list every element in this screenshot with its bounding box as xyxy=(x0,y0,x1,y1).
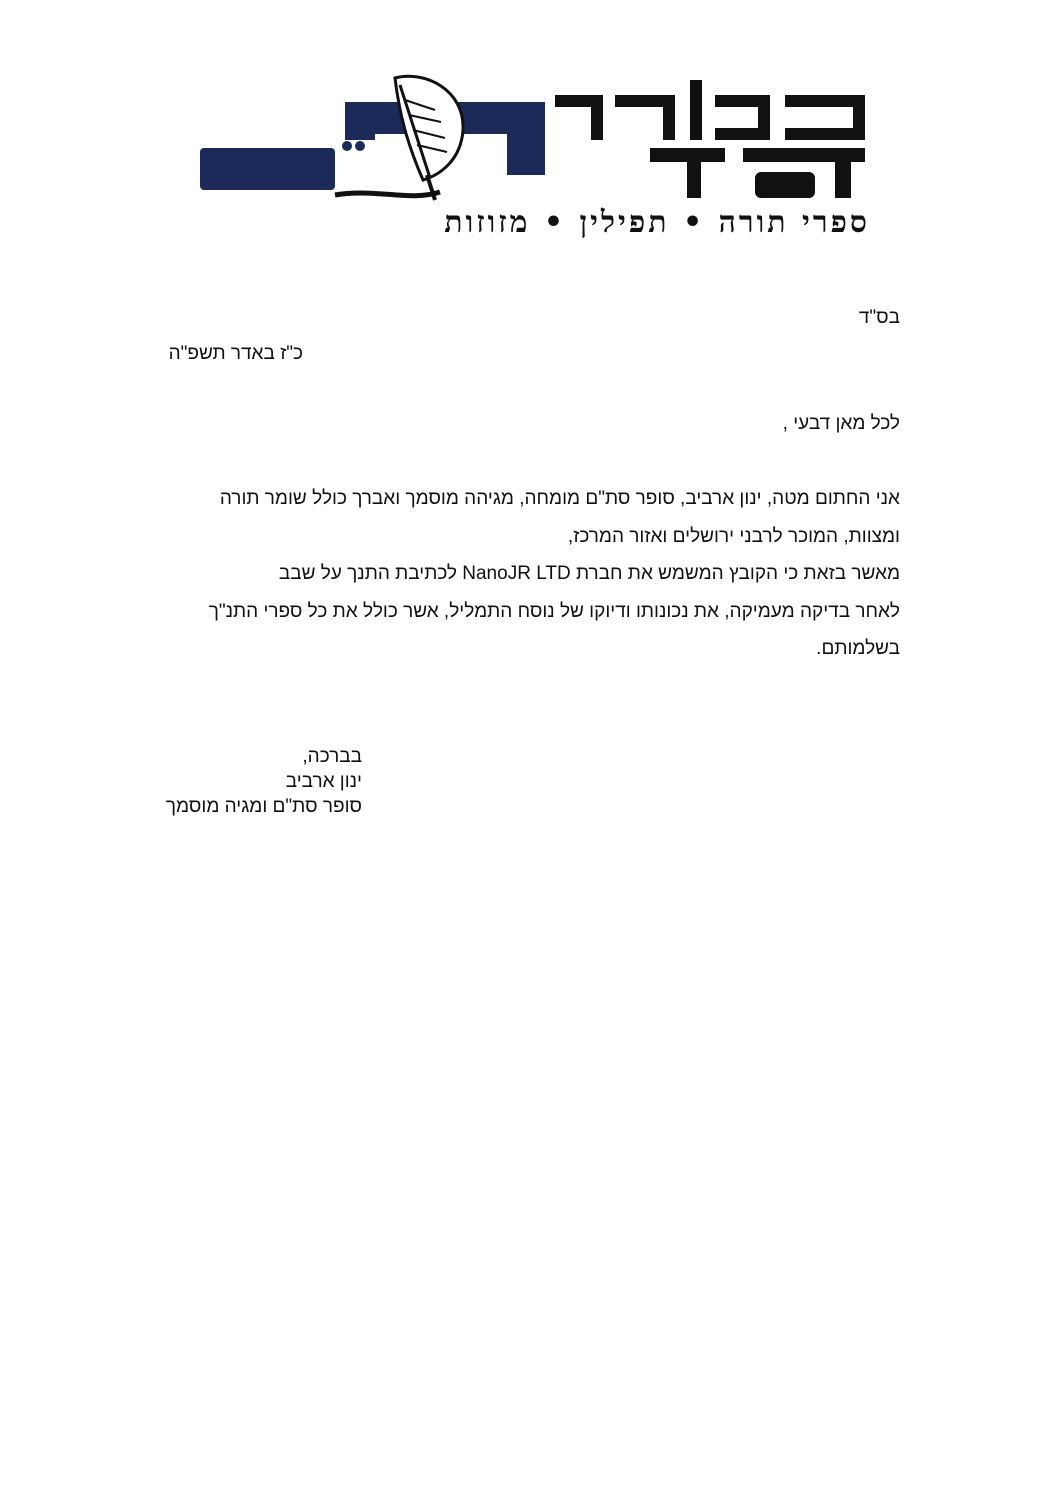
body-line: מאשר בזאת כי הקובץ המשמש את חברת NanoJR LTD לכתיבת התנך על שבב xyxy=(278,563,900,584)
body-line: ומצוות, המוכר לרבני ירושלים ואזור המרכז, xyxy=(567,525,900,547)
logo-tagline: ספרי תורה • תפילין • מזוזות xyxy=(444,205,870,240)
body-line: לאחר בדיקה מעמיקה, את נכונותו ודיוקו של נוסח התמליל, אשר כולל את כל ספרי התנ"ך xyxy=(208,600,900,622)
signature-closing: בברכה, xyxy=(302,746,362,767)
body-line: אני החתום מטה, ינון ארביב, סופר סת"ם מומחה, מגיהה מוסמך ואברך כולל שומר תורה xyxy=(219,488,900,509)
signature-title: סופר סת"ם ומגיה מוסמך xyxy=(165,796,362,817)
letter-body xyxy=(209,480,900,668)
header-mark: בס"ד xyxy=(858,307,900,328)
signature-name: ינון ארביב xyxy=(285,771,362,792)
company-logo xyxy=(195,60,885,245)
body-line: בשלמותם. xyxy=(816,638,900,659)
letter-date: כ"ז באדר תשפ"ה xyxy=(168,343,303,364)
signature-block xyxy=(166,744,362,819)
salutation: לכל מאן דבעי , xyxy=(782,413,900,434)
